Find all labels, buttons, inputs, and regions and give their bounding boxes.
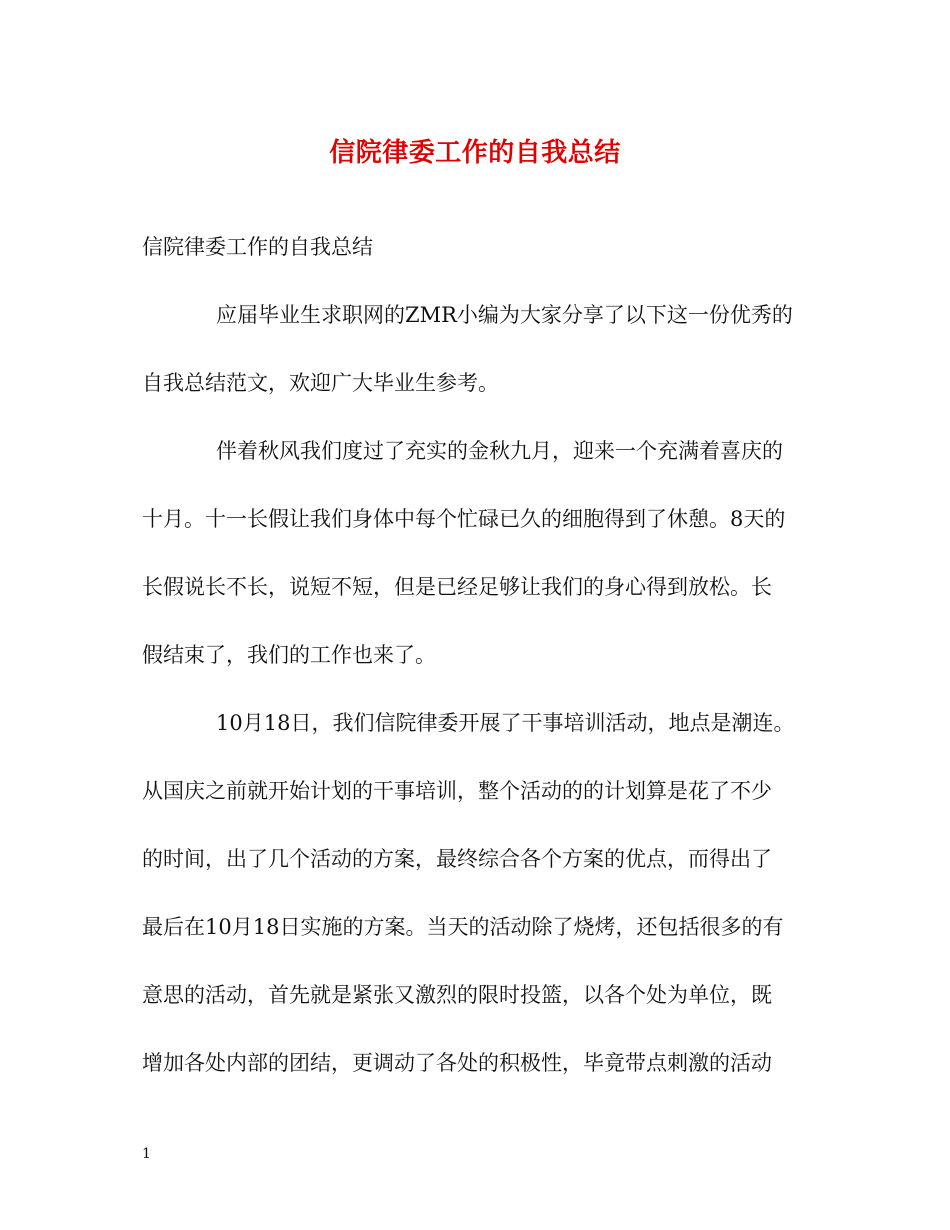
body-line: 应届毕业生求职网的ZMR小编为大家分享了以下这一份优秀的: [216, 303, 793, 327]
body-line: 假结束了，我们的工作也来了。: [142, 643, 436, 667]
document-body: [142, 213, 810, 1097]
body-line: 伴着秋风我们度过了充实的金秋九月，迎来一个充满着喜庆的: [216, 439, 783, 463]
body-line: 自我总结范文，欢迎广大毕业生参考。: [142, 371, 499, 395]
body-line: 长假说长不长，说短不短，但是已经足够让我们的身心得到放松。长: [142, 575, 772, 599]
body-line: 意思的活动，首先就是紧张又激烈的限时投篮，以各个处为单位，既: [142, 983, 772, 1007]
body-line: 十月。十一长假让我们身体中每个忙碌已久的细胞得到了休憩。8天的: [142, 507, 786, 531]
body-line: 信院律委工作的自我总结: [142, 235, 373, 259]
document-title: 信院律委工作的自我总结: [329, 138, 621, 168]
page-number: 1: [142, 1146, 151, 1162]
body-line: 最后在10月18日实施的方案。当天的活动除了烧烤，还包括很多的有: [142, 915, 784, 939]
body-line: 的时间，出了几个活动的方案，最终综合各个方案的优点，而得出了: [142, 847, 772, 871]
body-line: 从国庆之前就开始计划的干事培训，整个活动的的计划算是花了不少: [142, 779, 772, 803]
body-line: 10月18日，我们信院律委开展了干事培训活动，地点是潮连。: [216, 711, 795, 735]
body-line: 增加各处内部的团结，更调动了各处的积极性，毕竟带点刺激的活动: [142, 1051, 772, 1075]
